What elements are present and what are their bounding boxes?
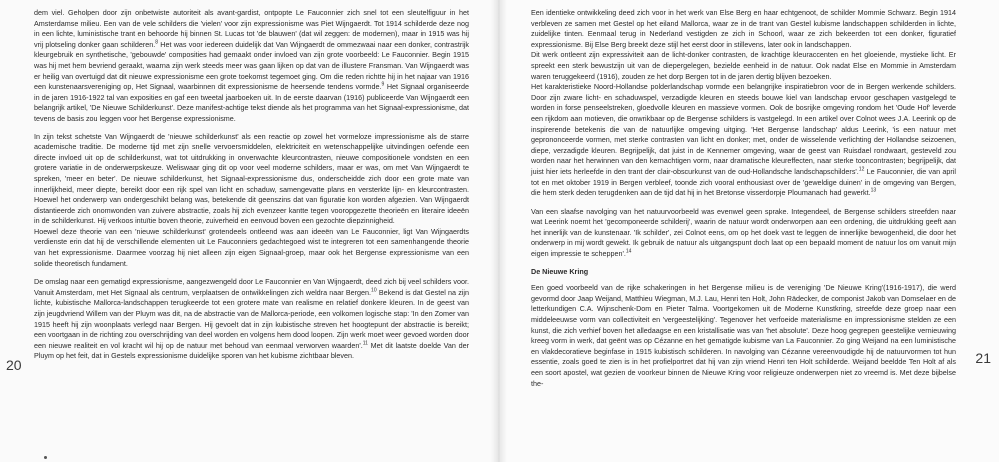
section-paragraph: Een goed voorbeeld van de rijke schakeringen in het Bergense milieu is de vereniging 'De Nieuwe Kring'(1916-1917), die werd gevormd door Jaap Weijand, Matthieu Wiegman, M.J. Lau, Henri ten Holt, John Rädecker, de componist Jakob van Domselaer en de letterkundigen C.A. Wijnschenk-Dom en Pieter Talma. Voortgekomen uit de Moderne Kunstkring, streefde deze groep naar een middeleeuwse vorm van collectiviteit en 'vergeestelijking'. Tegenover het verfoeide materialisme en impressionisme stelden ze een kunst, die zich verhief boven het alledaagse en een kristallisatie was van 'het absolute'. Deze hoog gegrepen geestelijke vernieuwing kreeg vorm in werk, dat geënt was op Cézanne en het gematigde kubisme van La Fauconnier. Zo ging Weijand na een luministische en vlakdecoratieve beginfase in 1915 kubistisch schilderen. In navolging van Cézanne vereenvoudigde hij de natuurvormen tot hun essentie, zoals goed te zien is in het profielportret dat hij van zijn vriend Henri ten Holt schilderde. Weijand beeldde Ten Holt af als een soort apostel, wat gezien de voorkeur binnen de Nieuwe Kring voor religieuze onderwerpen niet zo vreemd is. Met deze bijbelse the- (531, 283, 956, 388)
footnote-ref: 12 (858, 166, 865, 173)
right-paragraph-1: Een identieke ontwikkeling deed zich voor in het werk van Else Berg en haar echtgenoot, de schilder Mommie Schwarz. Begin 1914 verbleven ze samen met Gestel op het eiland Mallorca, waar ze in de trant van Gestel kubisme landschappen schilderden in lichte, zuidelijke tinten. Eenmaal terug in Nederland vestigden ze zich in Schoorl, waar ze zich bekeerden tot een donker, figuratief expressionisme. Bij Else Berg breekt deze stijl het eerst door in stillevens, later ook in landschappen. (531, 8, 956, 49)
left-paragraph-4: De omslag naar een gematigd expressionisme, aangezwengeld door Le Fauconnier en Van Wijngaerdt, deed zich bij veel schilders voor. Vanuit Amsterdam, met Het Signaal als centrum, verplaatsen de ontwikkelingen zich weldra naar Bergen.$^{10}$ Bekend is dat Gestel na zijn lichte, kubistische Mallorca-landschappen terugkeerde tot een grotere mate van realisme en relatief donkere kleuren. In de geest van zijn jeugdvriend Willem van der Pluym was dit, na de abstractie van de Mallorca-periode, een volkomen logische stap: 'In den Zomer van 1915 heeft hij zijn woonplaats verlegd naar Bergen. Hij gevoelt dat in zijn kubistische streven het hoogtepunt der abstractie is bereikt; een voortgaan in de richting zou overschrijding van deel worden en volgens hem dood loopen. Zijn werk moet weer gevoed worden door een nieuwe realiteit en vol kracht wil hij op de natuur met behoud van eenmaal verworven waarden'.$^{11}$ Met dit laatste doelde Van der Pluym op het feit, dat in Gestels expressionisme duidelijke sporen van het kubisme zichtbaar bleven. (34, 277, 469, 361)
footnote-ref: 11 (362, 340, 368, 347)
right-page (499, 0, 999, 462)
footnote-ref: 10 (371, 287, 377, 294)
left-paragraph-2: In zijn tekst schetste Van Wijngaerdt de 'nieuwe schilderkunst' als een reactie op zowel het vormeloze impressionisme als de starre academische traditie. De moderne tijd met zijn snelle vervoersmiddelen, elektriciteit en wetenschappelijke uitvindingen oefende een directe invloed uit op de schilderkunst, wat tot uitdrukking in onverwachte kleurcontrasten, nieuwe compositionele vondsten en een grotere variatie in de onderwerpskeuze. Weliswaar ging dit op voor veel moderne schilders, maar er was, om met Van Wijngaerdt te spreken, 'meer en beter'. De nieuwe schilderkunst, het Signaal-expressionisme dus, onderscheidde zich door een grote mate van innerlijkheid, meer diepte, bereikt door een rijk spel van licht en schaduw, samengevatte plans en versterkte lijn- en kleurcontrasten. Hoewel het onderwerp van ondergeschikt belang was, betekende dit geenszins dat van figuratie kon worden afgezien. Van Wijngaerdt distantieerde zich onomwonden van zuivere abstractie, zoals hij zich evenzeer kantte tegen vooropgezette theorieën en literaire ideeën in de schilderkunst. Hij verkoos intuïtie boven theorie, zuiverheid en eenvoud boven een gezochte diepzinnigheid. (34, 131, 469, 226)
left-page (0, 0, 499, 462)
page-number-right: 21 (975, 350, 991, 366)
page-number-left: 20 (6, 357, 22, 373)
left-paragraph-3: Hoewel deze theorie van een 'nieuwe schilderkunst' grotendeels ontleend was aan ideeën van Le Fauconnier, ligt Van Wijngaerdts verdienste erin dat hij de verschillende elementen uit Le Fauconniers gedachtegoed wist te integreren tot een samenhangende theorie van het expressionisme. Daarmee voorzag hij niet alleen zijn eigen Signaal-groep, maar ook het Bergense expressionisme van een solide theoretisch fundament. (34, 226, 469, 268)
footnote-ref: 8 (155, 39, 159, 46)
footnote-ref: 13 (870, 187, 877, 194)
section-heading: De Nieuwe Kring (531, 266, 589, 276)
right-page-text (531, 8, 956, 396)
right-paragraph-3: Het karakteristieke Noord-Hollandse polderlandschap vormde een belangrijke inspiratiebron voor de in Bergen werkende schilders. Door zijn zware licht- en schaduwspel, verzadigde kleuren en steeds bouwe kiel van landschap ervoor geschapen vastgelegd te worden in forse penseelstreken, gloedvolle kleuren en massieve vormen. Ook de bosrijke omgeving rondom het 'Oude Hof' leverde een rijkdom aan motieven, die onwrikbaar op de Bergense schilders is vastgelegd. In een artikel over Colnot wees J.A. Leerink op de inspirerende betekenis die van de natuurlijke omgeving uitging. 'Het Bergense landschap' aldus Leerink, 'is een natuur met geprononceerde vormen, met sterke contrasten van licht en donker; met, onder de wisselende verlichting der Hollandse seizoenen, diepe, verzadigde kleuren. Begrijpelijk, dat juist in de Kennemer omgeving, waar de geest van Ruisdael rondwaart, gesteveld zou worden naar het herwinnen van den kernachtigen vorm, naar dramatische kleureffecten, naar sterke tooncontrasten; begrijpelijk, dat juist hier iets herleefde in den trant der clair-obscurkunst van de oud-Hollandsche landschapschilders'.$^{12}$ Le Fauconnier, die van april tot en met oktober 1919 in Bergen verbleef, toonde zich vooral enthousiast over de 'geweldige duinen' in de omgeving van Bergen, die hem sterk deden terugdenken aan de tijd dat hij in het Bretonse visserdorpje Ploumanach had gewerkt.$^{13}$ (531, 82, 956, 198)
right-paragraph-4: Van een slaafse navolging van het natuurvoorbeeld was evenwel geen sprake. Integendeel, de Bergense schilders streefden naar wat Leerink noemt het 'gecomponeerde schilderij', waarin de natuur wordt onderworpen aan een ordening, die uitdrukking geeft aan het innerlijk van de kunstenaar. 'Ik schilder', zei Colnot eens, om op het doek vast te leggen de innerlijke bewogenheid, die door het onderwerp in mij wordt gewekt. Ik gebruik de natuur als uitgangspunt doch laat op een bepaald moment de natuur los om vanuit mijn eigen impressie te scheppen'.$^{14}$ (531, 206, 956, 259)
right-paragraph-2: Dit werk ontleent zijn expressiviteit aan de licht-donker contrasten, de krachtige kleuraccenten en het gloeiende, mystieke licht. Er spreekt een sterk bewustzijn uit van de diepergelegen, bezielde eenheid in de natuur. Ook nadat Else en Mommie in Amsterdam waren teruggekeerd (1916), zouden ze het dorp Bergen tot in de jaren dertig blijven bezoeken. (531, 50, 956, 81)
left-page-text (34, 8, 469, 369)
print-speck (44, 456, 47, 459)
footnote-ref: 9 (381, 81, 385, 88)
left-paragraph-1: dem viel. Geholpen door zijn onbetwiste autoriteit als avant-gardist, ontpopte Le Fauconnier zich snel tot een sleutelfiguur in het Amsterdamse milieu. Een van de vele schilders die 'vielen' voor zijn expressionisme was Piet Wijngaerdt. Tot 1914 schilderde deze nog in een lichte, luministische trant en behoorde hij binnen St. Lucas tot 'de blauwen' (dat wil zeggen: de modernen), maar in 1915 was hij vrij plotseling donker gaan schilderen.$^8$ Het was voor iedereen duidelijk dat Van Wijngaerdt de ommezwaai naar een donker, contrastrijk kleurgebruik en synthetische, 'gebouwde' composities had gemaakt onder invloed van zijn grote voorbeeld: Le Fauconnier. Begin 1915 was hij met hem bevriend geraakt, waarna zijn werk steeds meer was gaan lijken op dat van de illustere Fransman. Van Wijngaerdt was er heilig van overtuigd dat dit nieuwe expressionisme een grote toekomst tegemoet ging. Om die reden richtte hij in het najaar van 1916 een kunstenaarsvereniging op, Het Signaal, waarbinnen dit expressionisme de heersende tendens vormde.$^9$ Het Signaal organiseerde in de jaren 1916-1922 tal van exposities en gaf een tweetal jaarboeken uit. In de eerste daarvan (1916) publiceerde Van Wijngaerdt een belangrijk artikel, 'De Nieuwe Schilderkunst'. Deze manifest-achtige tekst diende als het programma van het Signaal-expressionisme, dat tevens de basis zou leggen voor het Bergense expressionisme. (34, 8, 470, 123)
footnote-ref: 14 (625, 248, 632, 255)
book-gutter (491, 0, 507, 462)
